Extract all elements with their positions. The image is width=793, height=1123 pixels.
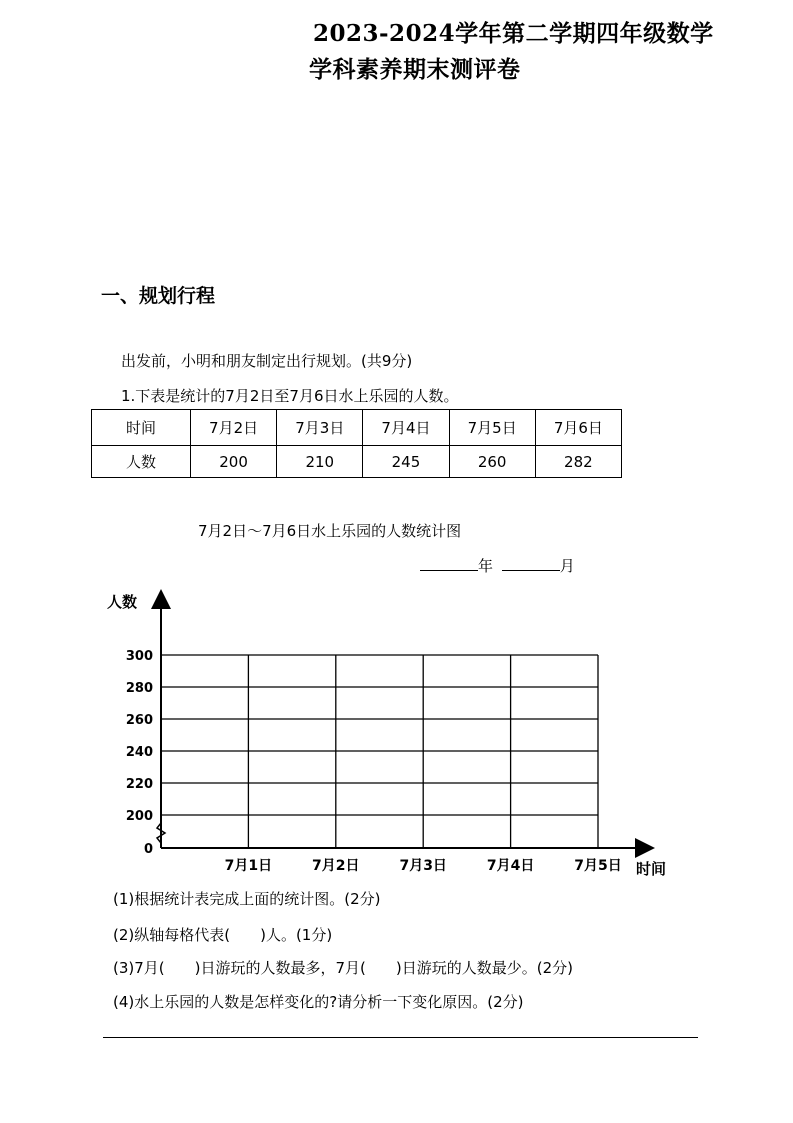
y-tick-label: 0 bbox=[143, 842, 153, 857]
table-row-label: 人数 bbox=[92, 446, 191, 478]
x-tick-label: 7月5日 bbox=[574, 858, 622, 874]
section-heading: 一、规划行程 bbox=[101, 285, 216, 307]
answer-line[interactable] bbox=[103, 1037, 698, 1038]
section-intro: 出发前，小明和朋友制定出行规划。(共9分) bbox=[121, 352, 413, 370]
visitor-table bbox=[91, 409, 622, 478]
table-count-cell: 210 bbox=[277, 446, 363, 478]
table-count-cell: 200 bbox=[191, 446, 277, 478]
table-count-cell: 282 bbox=[535, 446, 621, 478]
x-tick-label: 7月1日 bbox=[224, 858, 273, 874]
table-date-cell: 7月3日 bbox=[277, 410, 363, 446]
y-tick-label: 200 bbox=[125, 809, 153, 824]
table-header-cell: 时间 bbox=[92, 410, 191, 446]
question-1-text: 1.下表是统计的7月2日至7月6日水上乐园的人数。 bbox=[121, 387, 459, 405]
y-tick-label: 260 bbox=[125, 713, 153, 728]
table-date-cell: 7月4日 bbox=[363, 410, 449, 446]
y-tick-label: 300 bbox=[125, 649, 153, 664]
question-1-sub-3: (3)7月( )日游玩的人数最多，7月( )日游玩的人数最少。(2分) bbox=[113, 959, 573, 977]
y-axis-title: 人数 bbox=[107, 593, 138, 611]
exam-title-line1: 2023-2024学年第二学期四年级数学 bbox=[313, 20, 714, 47]
table-date-cell: 7月5日 bbox=[449, 410, 535, 446]
question-1-sub-2: (2)纵轴每格代表( )人。(1分) bbox=[113, 926, 333, 944]
table-count-cell: 245 bbox=[363, 446, 449, 478]
exam-title-line2: 学科素养期末测评卷 bbox=[309, 56, 521, 83]
y-tick-label: 280 bbox=[125, 681, 153, 696]
y-tick-label: 240 bbox=[125, 745, 153, 760]
table-count-cell: 260 bbox=[449, 446, 535, 478]
x-axis-title: 时间 bbox=[636, 860, 667, 878]
question-1-sub-1: (1)根据统计表完成上面的统计图。(2分) bbox=[113, 890, 381, 908]
table-header-row bbox=[92, 410, 622, 446]
year-suffix: 年 bbox=[478, 557, 494, 575]
chart-title: 7月2日～7月6日水上乐园的人数统计图 bbox=[198, 522, 462, 540]
x-tick-label: 7月3日 bbox=[399, 858, 447, 874]
year-blank[interactable] bbox=[420, 556, 478, 571]
x-tick-label: 7月4日 bbox=[486, 858, 535, 874]
date-fill-line bbox=[420, 555, 575, 576]
table-date-cell: 7月2日 bbox=[191, 410, 277, 446]
table-count-row bbox=[92, 446, 622, 478]
question-1-sub-4: (4)水上乐园的人数是怎样变化的?请分析一下变化原因。(2分) bbox=[113, 993, 524, 1011]
x-tick-label: 7月2日 bbox=[312, 858, 360, 874]
line-chart bbox=[95, 585, 675, 885]
y-tick-label: 220 bbox=[125, 777, 153, 792]
table-date-cell: 7月6日 bbox=[535, 410, 621, 446]
month-suffix: 月 bbox=[559, 557, 575, 575]
month-blank[interactable] bbox=[502, 556, 560, 571]
